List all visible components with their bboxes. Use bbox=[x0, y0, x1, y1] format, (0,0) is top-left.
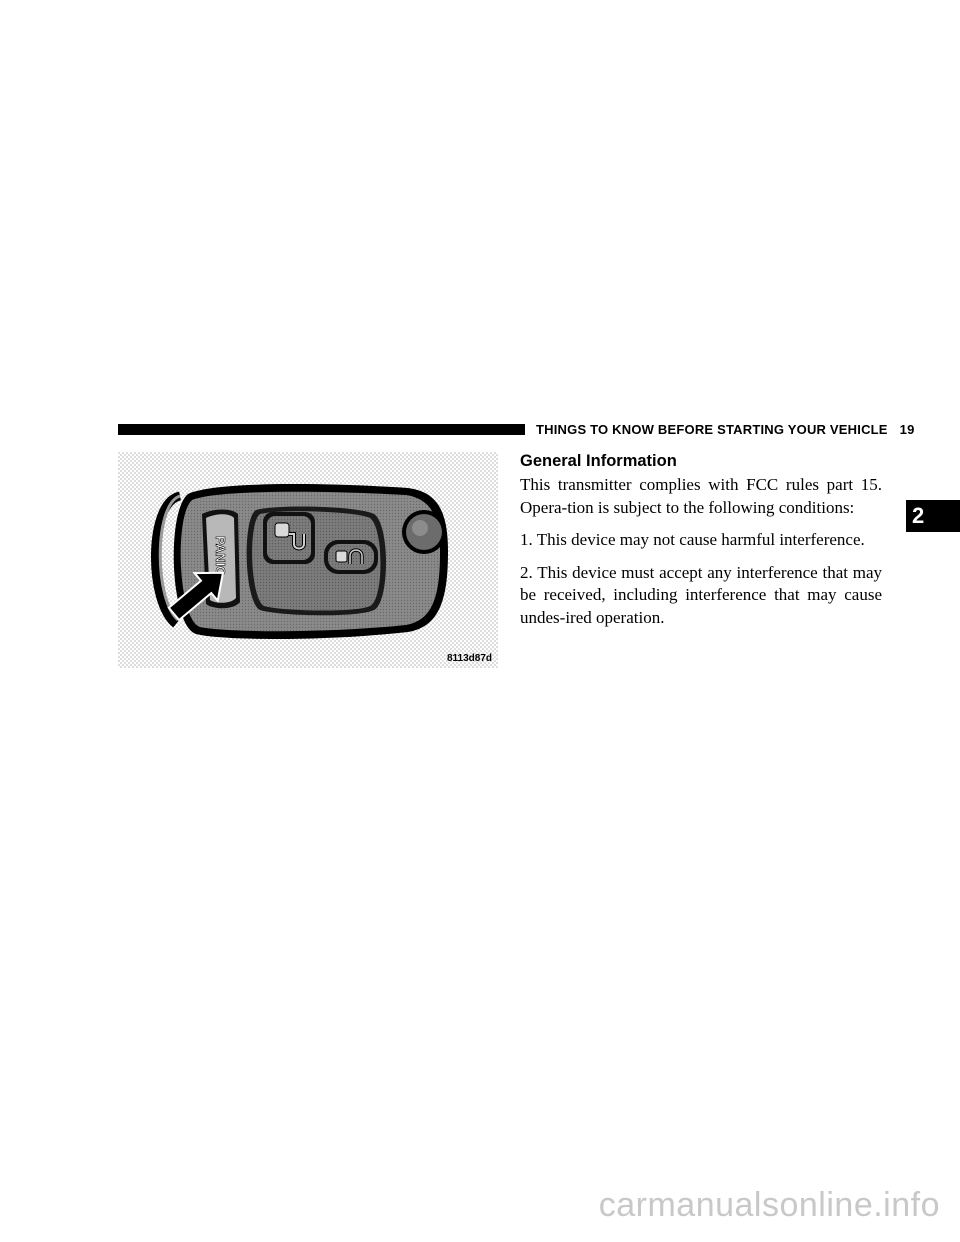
text-column bbox=[520, 450, 882, 639]
page-number: 19 bbox=[899, 422, 915, 437]
header-rule bbox=[118, 424, 525, 435]
key-fob-figure bbox=[118, 452, 498, 668]
paragraph-condition-1: 1. This device may not cause harmful interference. bbox=[520, 530, 865, 549]
figure-code: 8113d87d bbox=[446, 653, 492, 664]
chapter-tab: 2 bbox=[906, 500, 960, 532]
paragraph-condition-2: 2. This device must accept any interference that may be received, including interference that may cause undes-ired operation. bbox=[520, 562, 882, 627]
watermark: carmanualsonline.info bbox=[598, 1186, 940, 1224]
running-head bbox=[536, 422, 915, 437]
panic-label: PANIC bbox=[213, 536, 228, 576]
key-fob-illustration bbox=[118, 452, 498, 668]
running-head-title: THINGS TO KNOW BEFORE STARTING YOUR VEHICLE bbox=[536, 422, 888, 437]
section-title: General Information bbox=[520, 452, 677, 470]
paragraph-intro: This transmitter complies with FCC rules part 15. Opera-tion is subject to the following conditions: bbox=[520, 475, 882, 517]
